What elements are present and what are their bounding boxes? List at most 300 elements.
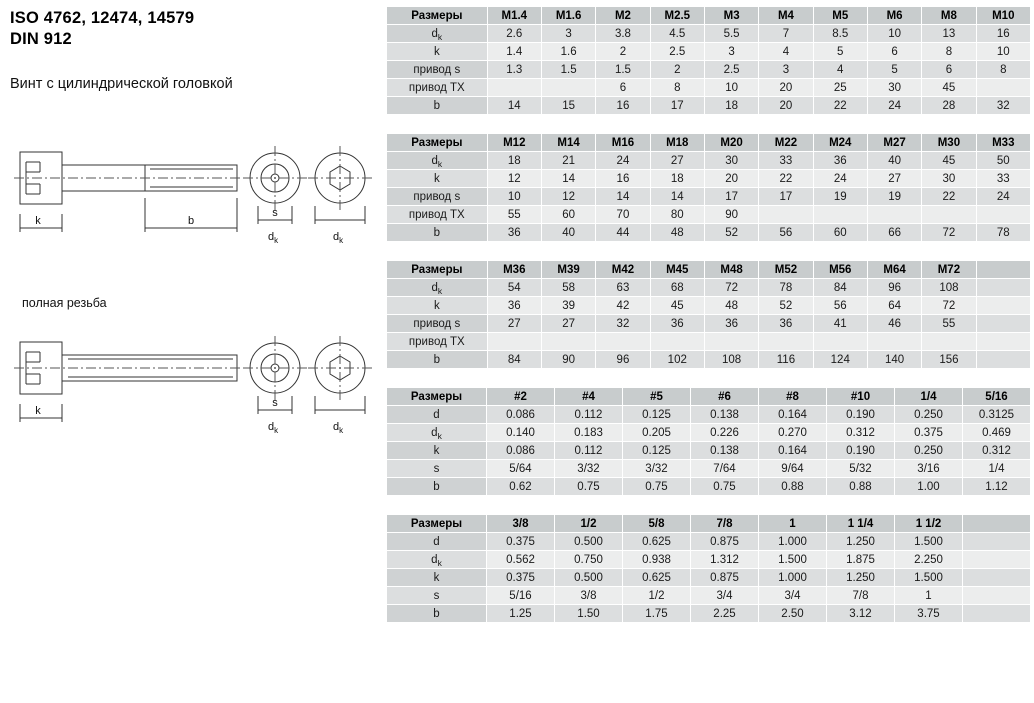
table-cell — [922, 206, 976, 224]
table-cell: 1.250 — [827, 533, 895, 551]
table-cell: 3/32 — [623, 460, 691, 478]
table-cell: 2.25 — [691, 605, 759, 623]
table-header-cell: #4 — [555, 388, 623, 406]
table-cell: 20 — [704, 170, 758, 188]
table-cell: 72 — [704, 279, 758, 297]
table-cell: 32 — [596, 315, 650, 333]
table-header-cell: #10 — [827, 388, 895, 406]
table-cell: 8.5 — [813, 25, 867, 43]
row-label: $d_k$ — [387, 279, 488, 297]
table-cell: 54 — [487, 279, 541, 297]
table-header-cell: M24 — [813, 134, 867, 152]
table-cell: 80 — [650, 206, 704, 224]
table-cell: 0.625 — [623, 533, 691, 551]
table-cell: 45 — [650, 297, 704, 315]
table-cell: 1.25 — [487, 605, 555, 623]
dimension-tables — [386, 0, 1034, 641]
table-cell: 0.086 — [487, 442, 555, 460]
table-header-cell: M33 — [976, 134, 1030, 152]
table-cell: 36 — [704, 315, 758, 333]
table-cell: 7/8 — [827, 587, 895, 605]
table-header-label: Размеры — [387, 388, 487, 406]
table-cell: 55 — [487, 206, 541, 224]
table-cell — [963, 605, 1031, 623]
table-cell: 0.112 — [555, 406, 623, 424]
drawing-2-svg — [0, 318, 382, 458]
table-header-cell: M6 — [867, 7, 921, 25]
table-row — [387, 79, 1031, 97]
table-cell: 14 — [596, 188, 650, 206]
table-cell: 12 — [541, 188, 595, 206]
table-cell: 4.5 — [650, 25, 704, 43]
row-label: привод s — [387, 188, 488, 206]
table-header-cell: 1/4 — [895, 388, 963, 406]
table-cell: 102 — [650, 351, 704, 369]
table-row — [387, 533, 1031, 551]
table-cell: 78 — [759, 279, 813, 297]
table-cell: 0.190 — [827, 442, 895, 460]
table-cell: 0.086 — [487, 406, 555, 424]
table-row — [387, 333, 1031, 351]
table-cell: 0.138 — [691, 406, 759, 424]
table-imperial-large — [386, 514, 1031, 623]
table-cell: 0.226 — [691, 424, 759, 442]
table-header-cell: 3/8 — [487, 515, 555, 533]
table-imperial-small — [386, 387, 1031, 496]
table-cell: 5 — [813, 43, 867, 61]
row-label: $d_k$ — [387, 424, 487, 442]
table-header-label: Размеры — [387, 261, 488, 279]
table-cell: 24 — [867, 97, 921, 115]
table-cell: 6 — [596, 79, 650, 97]
table-cell: 30 — [867, 79, 921, 97]
table-cell: 72 — [922, 224, 976, 242]
table-header-cell: #2 — [487, 388, 555, 406]
table-cell: 0.190 — [827, 406, 895, 424]
table-cell — [867, 333, 921, 351]
table-cell: 1/2 — [623, 587, 691, 605]
table-cell: 0.469 — [963, 424, 1031, 442]
row-label: k — [387, 297, 488, 315]
table-cell: 7 — [759, 25, 813, 43]
table-cell: 156 — [922, 351, 976, 369]
drawing1-label-k: k — [35, 215, 41, 227]
table-cell — [487, 79, 541, 97]
table-cell: 0.270 — [759, 424, 827, 442]
left-column — [0, 0, 382, 703]
table-cell — [704, 333, 758, 351]
table-cell: 18 — [650, 170, 704, 188]
table-cell — [541, 79, 595, 97]
table-header-cell: 1 1/2 — [895, 515, 963, 533]
table-cell: 5/32 — [827, 460, 895, 478]
table-cell: 30 — [922, 170, 976, 188]
row-label: привод s — [387, 61, 488, 79]
table-cell: 0.375 — [487, 569, 555, 587]
row-label: привод TX — [387, 333, 488, 351]
table-cell: 22 — [813, 97, 867, 115]
table-row — [387, 587, 1031, 605]
table-cell — [813, 206, 867, 224]
table-cell: 96 — [596, 351, 650, 369]
table-cell: 90 — [704, 206, 758, 224]
table-cell: 2.5 — [704, 61, 758, 79]
row-label: b — [387, 351, 488, 369]
row-label: k — [387, 170, 488, 188]
table-cell: 8 — [976, 61, 1030, 79]
table-cell: 108 — [922, 279, 976, 297]
table-cell: 56 — [813, 297, 867, 315]
table-cell: 3/16 — [895, 460, 963, 478]
table-cell: 1.00 — [895, 478, 963, 496]
table-cell: 2.5 — [650, 43, 704, 61]
table-header-cell: M48 — [704, 261, 758, 279]
table-cell: 0.250 — [895, 406, 963, 424]
table-cell: 36 — [759, 315, 813, 333]
row-label: $d_k$ — [387, 25, 488, 43]
table-cell: 3/32 — [555, 460, 623, 478]
table-header-cell: M3 — [704, 7, 758, 25]
table-cell — [759, 333, 813, 351]
table-header-cell: M64 — [867, 261, 921, 279]
table-cell: 16 — [596, 97, 650, 115]
table-cell: 5/64 — [487, 460, 555, 478]
row-label: b — [387, 97, 488, 115]
table-row — [387, 61, 1031, 79]
table-cell: 0.3125 — [963, 406, 1031, 424]
table-header-cell: M5 — [813, 7, 867, 25]
table-header-cell: M16 — [596, 134, 650, 152]
table-cell: 10 — [704, 79, 758, 97]
drawing-1-svg — [0, 128, 382, 278]
drawing2-label-dk-2: $d_k$ — [333, 421, 344, 435]
table-metric-small — [386, 6, 1031, 115]
table-cell: 1.250 — [827, 569, 895, 587]
table-cell: 0.500 — [555, 533, 623, 551]
table-cell: 0.183 — [555, 424, 623, 442]
table-cell: 1.4 — [487, 43, 541, 61]
table-cell: 52 — [759, 297, 813, 315]
table-header-cell — [976, 261, 1030, 279]
drawing1-label-b: b — [187, 215, 195, 227]
table-cell: 33 — [976, 170, 1030, 188]
table-cell: 2.250 — [895, 551, 963, 569]
table-cell: 60 — [541, 206, 595, 224]
table-cell: 36 — [487, 224, 541, 242]
table-cell: 0.164 — [759, 442, 827, 460]
table-cell: 27 — [867, 170, 921, 188]
table-cell: 25 — [813, 79, 867, 97]
table-header-cell: M1.4 — [487, 7, 541, 25]
table-cell: 0.75 — [555, 478, 623, 496]
table-header-cell: 1 1/4 — [827, 515, 895, 533]
table-cell: 21 — [541, 152, 595, 170]
table-header-cell: M56 — [813, 261, 867, 279]
row-label: $d_k$ — [387, 152, 488, 170]
table-cell — [976, 333, 1030, 351]
table-cell: 0.112 — [555, 442, 623, 460]
table-cell — [976, 79, 1030, 97]
table-cell — [963, 551, 1031, 569]
table-cell: 1.500 — [759, 551, 827, 569]
table-cell: 10 — [867, 25, 921, 43]
table-cell: 50 — [976, 152, 1030, 170]
table-cell: 3 — [759, 61, 813, 79]
table-cell: 0.875 — [691, 569, 759, 587]
table-row — [387, 279, 1031, 297]
table-header-cell: M36 — [487, 261, 541, 279]
table-cell: 45 — [922, 152, 976, 170]
table-cell: 24 — [813, 170, 867, 188]
table-cell — [922, 333, 976, 351]
table-cell: 1.5 — [596, 61, 650, 79]
table-cell: 63 — [596, 279, 650, 297]
table-cell — [650, 333, 704, 351]
drawing2-label-s: s — [272, 397, 278, 409]
table-cell: 64 — [867, 297, 921, 315]
table-cell: 78 — [976, 224, 1030, 242]
table-cell: 1.5 — [541, 61, 595, 79]
table-cell: 1.75 — [623, 605, 691, 623]
table-header-cell: M45 — [650, 261, 704, 279]
table-row — [387, 569, 1031, 587]
table-cell: 8 — [922, 43, 976, 61]
table-cell — [813, 333, 867, 351]
table-header-cell: M27 — [867, 134, 921, 152]
table-cell: 0.562 — [487, 551, 555, 569]
row-label: k — [387, 569, 487, 587]
table-header-cell: M52 — [759, 261, 813, 279]
table-cell — [759, 206, 813, 224]
table-cell: 1.875 — [827, 551, 895, 569]
table-cell: 1.3 — [487, 61, 541, 79]
table-cell: 0.138 — [691, 442, 759, 460]
row-label: $d_k$ — [387, 551, 487, 569]
table-cell: 46 — [867, 315, 921, 333]
table-cell: 17 — [650, 97, 704, 115]
table-header-row — [387, 515, 1031, 533]
row-label: s — [387, 587, 487, 605]
table-cell: 3 — [704, 43, 758, 61]
table-cell: 0.375 — [895, 424, 963, 442]
table-cell: 5.5 — [704, 25, 758, 43]
table-cell: 17 — [704, 188, 758, 206]
table-header-cell: M10 — [976, 7, 1030, 25]
table-cell: 1/4 — [963, 460, 1031, 478]
table-header-label: Размеры — [387, 7, 488, 25]
table-cell: 56 — [759, 224, 813, 242]
table-header-cell: M30 — [922, 134, 976, 152]
table-header-cell: M1.6 — [541, 7, 595, 25]
table-cell: 32 — [976, 97, 1030, 115]
title-block — [0, 0, 382, 94]
table-cell — [963, 533, 1031, 551]
table-cell: 116 — [759, 351, 813, 369]
table-cell — [541, 333, 595, 351]
table-cell: 0.750 — [555, 551, 623, 569]
table-cell: 0.62 — [487, 478, 555, 496]
table-row — [387, 297, 1031, 315]
table-cell — [963, 587, 1031, 605]
table-cell: 3/4 — [691, 587, 759, 605]
table-cell — [976, 315, 1030, 333]
drawing2-label-dk-1: $d_k$ — [268, 421, 279, 435]
table-cell: 5/16 — [487, 587, 555, 605]
table-cell: 27 — [541, 315, 595, 333]
row-label: привод TX — [387, 79, 488, 97]
table-row — [387, 406, 1031, 424]
table-cell — [867, 206, 921, 224]
table-row — [387, 460, 1031, 478]
table-cell: 3 — [541, 25, 595, 43]
table-header-cell: M2 — [596, 7, 650, 25]
table-cell: 18 — [704, 97, 758, 115]
table-row — [387, 206, 1031, 224]
table-cell: 14 — [541, 170, 595, 188]
table-cell: 1.000 — [759, 533, 827, 551]
table-cell: 48 — [704, 297, 758, 315]
table-header-cell: M72 — [922, 261, 976, 279]
table-header-cell: 5/16 — [963, 388, 1031, 406]
table-header-cell: M14 — [541, 134, 595, 152]
table-cell: 70 — [596, 206, 650, 224]
table-cell: 42 — [596, 297, 650, 315]
table-cell: 27 — [650, 152, 704, 170]
row-label: k — [387, 442, 487, 460]
table-cell: 16 — [596, 170, 650, 188]
table-cell: 0.205 — [623, 424, 691, 442]
table-cell: 3/4 — [759, 587, 827, 605]
standard-title-line-2: DIN 912 — [10, 30, 72, 49]
table-row — [387, 97, 1031, 115]
table-cell: 4 — [813, 61, 867, 79]
table-cell: 2.6 — [487, 25, 541, 43]
table-row — [387, 351, 1031, 369]
table-cell: 58 — [541, 279, 595, 297]
table-row — [387, 442, 1031, 460]
table-cell: 0.375 — [487, 533, 555, 551]
table-cell: 68 — [650, 279, 704, 297]
table-cell: 2 — [650, 61, 704, 79]
table-header-cell: M42 — [596, 261, 650, 279]
table-header-label: Размеры — [387, 134, 488, 152]
table-cell: 15 — [541, 97, 595, 115]
table-cell: 14 — [650, 188, 704, 206]
table-cell: 6 — [867, 43, 921, 61]
table-cell: 5 — [867, 61, 921, 79]
table-row — [387, 43, 1031, 61]
table-header-cell: M8 — [922, 7, 976, 25]
table-cell: 0.164 — [759, 406, 827, 424]
table-cell: 66 — [867, 224, 921, 242]
table-cell: 30 — [704, 152, 758, 170]
table-cell: 40 — [867, 152, 921, 170]
table-cell: 13 — [922, 25, 976, 43]
table-cell: 36 — [487, 297, 541, 315]
table-header-row — [387, 134, 1031, 152]
table-cell — [976, 206, 1030, 224]
table-header-label: Размеры — [387, 515, 487, 533]
table-row — [387, 551, 1031, 569]
table-cell: 72 — [922, 297, 976, 315]
table-cell: 0.500 — [555, 569, 623, 587]
table-header-cell: 7/8 — [691, 515, 759, 533]
table-cell: 0.625 — [623, 569, 691, 587]
table-cell: 48 — [650, 224, 704, 242]
table-cell: 9/64 — [759, 460, 827, 478]
table-header-cell: M4 — [759, 7, 813, 25]
screw-drawing-partial-thread — [0, 128, 382, 283]
table-header-cell: #8 — [759, 388, 827, 406]
table-cell: 0.75 — [691, 478, 759, 496]
table-cell: 6 — [922, 61, 976, 79]
table-cell: 24 — [596, 152, 650, 170]
table-header-cell: M20 — [704, 134, 758, 152]
table-header-cell: M12 — [487, 134, 541, 152]
table-row — [387, 152, 1031, 170]
table-cell: 16 — [976, 25, 1030, 43]
table-cell: 4 — [759, 43, 813, 61]
table-header-cell: M18 — [650, 134, 704, 152]
table-cell: 52 — [704, 224, 758, 242]
table-row — [387, 170, 1031, 188]
full-thread-caption: полная резьба — [22, 296, 107, 310]
table-row — [387, 424, 1031, 442]
table-cell: 45 — [922, 79, 976, 97]
table-cell: 22 — [759, 170, 813, 188]
table-header-cell: #6 — [691, 388, 759, 406]
table-cell: 24 — [976, 188, 1030, 206]
row-label: привод TX — [387, 206, 488, 224]
table-cell: 39 — [541, 297, 595, 315]
table-header-cell: #5 — [623, 388, 691, 406]
product-subtitle: Винт с цилиндрической головкой — [10, 76, 233, 93]
table-header-row — [387, 261, 1031, 279]
table-cell: 14 — [487, 97, 541, 115]
table-cell: 3/8 — [555, 587, 623, 605]
table-header-cell: 1 — [759, 515, 827, 533]
table-header-row — [387, 7, 1031, 25]
table-cell: 17 — [759, 188, 813, 206]
table-cell: 55 — [922, 315, 976, 333]
table-cell: 36 — [813, 152, 867, 170]
table-cell: 10 — [976, 43, 1030, 61]
table-cell: 3.75 — [895, 605, 963, 623]
table-row — [387, 188, 1031, 206]
table-cell: 0.125 — [623, 406, 691, 424]
table-cell: 44 — [596, 224, 650, 242]
row-label: b — [387, 224, 488, 242]
table-cell — [487, 333, 541, 351]
table-cell: 20 — [759, 79, 813, 97]
table-header-cell: 1/2 — [555, 515, 623, 533]
table-cell: 84 — [487, 351, 541, 369]
table-cell — [963, 569, 1031, 587]
table-cell: 90 — [541, 351, 595, 369]
table-cell — [976, 279, 1030, 297]
table-cell: 8 — [650, 79, 704, 97]
standard-title-line-1: ISO 4762, 12474, 14579 — [10, 9, 195, 27]
table-cell: 0.250 — [895, 442, 963, 460]
row-label: k — [387, 43, 488, 61]
table-cell: 3.12 — [827, 605, 895, 623]
table-row — [387, 315, 1031, 333]
table-cell: 7/64 — [691, 460, 759, 478]
drawing2-label-k: k — [35, 405, 41, 417]
drawing1-label-dk-1: $d_k$ — [268, 231, 279, 245]
table-cell: 19 — [867, 188, 921, 206]
table-row — [387, 478, 1031, 496]
